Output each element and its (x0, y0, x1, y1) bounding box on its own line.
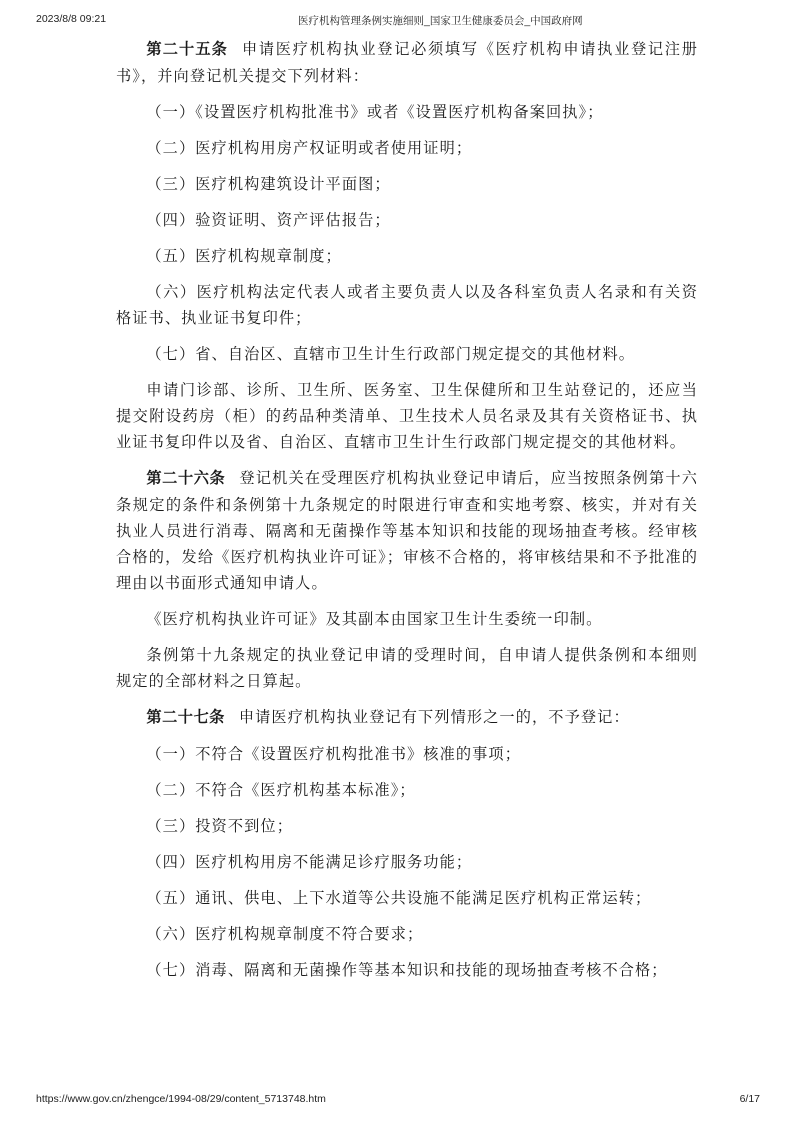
print-datetime: 2023/8/8 09:21 (36, 13, 107, 25)
list-item (116, 921, 698, 947)
paragraph-text: （七）省、自治区、直辖市卫生计生行政部门规定提交的其他材料。 (146, 345, 636, 363)
paragraph-text: （四）医疗机构用房不能满足诊疗服务功能； (146, 853, 473, 871)
list-item (116, 99, 698, 125)
page-number: 6/17 (739, 1093, 760, 1105)
paragraph-text: （六）医疗机构规章制度不符合要求； (146, 925, 424, 943)
paragraph-text: （一）不符合《设置医疗机构批准书》核准的事项； (146, 745, 522, 763)
list-item (116, 885, 698, 911)
paragraph (116, 704, 698, 731)
list-item (116, 777, 698, 803)
paragraph-text: （三）投资不到位； (146, 817, 293, 835)
paragraph (116, 36, 698, 89)
paragraph-text: 申请医疗机构执业登记有下列情形之一的，不予登记： (238, 708, 630, 726)
list-item (116, 207, 698, 233)
paragraph-text: 申请医疗机构执业登记必须填写《医疗机构申请执业登记注册书》，并向登记机关提交下列材料： (116, 40, 699, 85)
page-url: https://www.gov.cn/zhengce/1994-08/29/content_5713748.htm (36, 1093, 326, 1105)
article-number: 第二十五条 (146, 41, 228, 58)
paragraph-text: （三）医疗机构建筑设计平面图； (146, 175, 391, 193)
list-item (116, 813, 698, 839)
paragraph-text: 条例第十九条规定的执业登记申请的受理时间，自申请人提供条例和本细则规定的全部材料之日算起。 (116, 646, 698, 690)
paragraph-text: （二）医疗机构用房产权证明或者使用证明； (146, 139, 473, 157)
paragraph-text: （四）验资证明、资产评估报告； (146, 211, 391, 229)
paragraph (116, 465, 698, 596)
list-item (116, 341, 698, 367)
list-item (116, 741, 698, 767)
paragraph-text: （一）《设置医疗机构批准书》或者《设置医疗机构备案回执》； (146, 103, 604, 121)
paragraph-text: （七）消毒、隔离和无菌操作等基本知识和技能的现场抽查考核不合格； (146, 961, 668, 979)
paragraph (116, 606, 698, 632)
list-item (116, 171, 698, 197)
list-item (116, 957, 698, 983)
list-item (116, 849, 698, 875)
article-number: 第二十七条 (146, 709, 225, 726)
paragraph (116, 377, 698, 455)
article-number: 第二十六条 (146, 470, 226, 487)
paragraph-text: （五）医疗机构规章制度； (146, 247, 342, 265)
list-item (116, 135, 698, 161)
paragraph-text: 《医疗机构执业许可证》及其副本由国家卫生计生委统一印制。 (146, 610, 603, 628)
paragraph (116, 642, 698, 694)
paragraph-text: （五）通讯、供电、上下水道等公共设施不能满足医疗机构正常运转； (146, 889, 652, 907)
paragraph-text: （二）不符合《医疗机构基本标准》； (146, 781, 416, 799)
page-title: 医疗机构管理条例实施细则_国家卫生健康委员会_中国政府网 (298, 15, 583, 27)
paragraph-text: 申请门诊部、诊所、卫生所、医务室、卫生保健所和卫生站登记的，还应当提交附设药房（柜）的药品种类清单、卫生技术人员名录及其有关资格证书、执业证书复印件以及省、自治区、直辖市卫生计生行政部门规定提交的其他材料。 (116, 381, 698, 451)
document-body (116, 36, 698, 993)
paragraph-text: 登记机关在受理医疗机构执业登记申请后，应当按照条例第十六条规定的条件和条例第十九条规定的时限进行审查和实地考察、核实，并对有关执业人员进行消毒、隔离和无菌操作等基本知识和技能的现场抽查考核。经审核合格的，发给《医疗机构执业许可证》；审核不合格的，将审核结果和不予批准的理由以书面形式通知申请人。 (116, 469, 699, 592)
paragraph-text: （六）医疗机构法定代表人或者主要负责人以及各科室负责人名录和有关资格证书、执业证书复印件； (116, 283, 698, 327)
list-item (116, 243, 698, 269)
list-item (116, 279, 698, 331)
